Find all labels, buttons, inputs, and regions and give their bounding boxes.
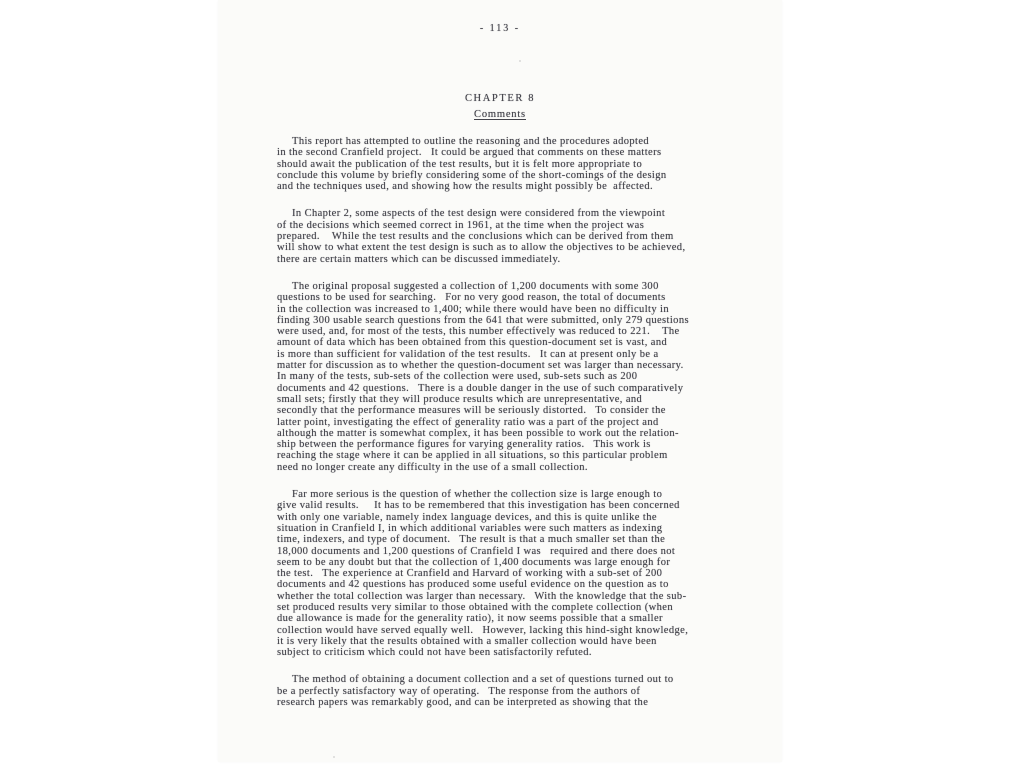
paragraph: [277, 208, 759, 264]
text-line: prepared. While the test results and the conclusions which can be derived from them: [277, 231, 674, 243]
text-line: and the techniques used, and showing how the results might possibly be affected.: [277, 181, 654, 193]
document-page: [218, 0, 782, 762]
text-line: In many of the tests, sub-sets of the collection were used, sub-sets such as 200: [277, 371, 638, 383]
text-line: should await the publication of the test results, but it is felt more appropriate to: [277, 158, 643, 170]
text-line: amount of data which has been obtained from this question-document set is vast, and: [277, 337, 668, 349]
paragraph: [277, 136, 759, 192]
text-line: The method of obtaining a document collection and a set of questions turned out to: [292, 674, 674, 686]
paragraph: [277, 674, 759, 708]
text-line: Far more serious is the question of whether the collection size is large enough to: [292, 489, 663, 501]
text-line: secondly that the performance measures will be seriously distorted. To consider the: [277, 405, 666, 417]
text-line: due allowance is made for the generality ratio), it now seems possible that a smaller: [277, 613, 663, 625]
text-line: were used, and, for most of the tests, this number effectively was reduced to 221. The: [277, 326, 680, 338]
text-line: matter for discussion as to whether the question-document set was larger than necessary.: [277, 360, 684, 372]
text-line: finding 300 usable search questions from the 641 that were submitted, only 279 questions: [277, 314, 689, 326]
text-line: it is very likely that the results obtained with a smaller collection would have been: [277, 635, 657, 647]
scan-speck: [519, 60, 521, 62]
text-line: questions to be used for searching. For no very good reason, the total of documents: [277, 292, 666, 304]
text-line: is more than sufficient for validation of the test results. It can at present only be a: [277, 348, 659, 360]
text-line: research papers was remarkably good, and can be interpreted as showing that the: [277, 697, 649, 709]
text-line: latter point, investigating the effect of generality ratio was a part of the project and: [277, 416, 659, 428]
paragraph: [277, 281, 759, 473]
text-line: subject to criticism which could not have been satisfactorily refuted.: [277, 647, 592, 659]
text-line: collection would have served equally well. However, lacking this hind-sight knowledge,: [277, 624, 689, 636]
text-line: give valid results. It has to be remembered that this investigation has been concerned: [277, 500, 680, 512]
text-line: small sets; firstly that they will produce results which are unrepresentative, and: [277, 393, 643, 405]
scan-speck: [333, 756, 335, 758]
text-line: In Chapter 2, some aspects of the test design were considered from the viewpoint: [292, 208, 666, 220]
text-line: in the collection was increased to 1,400; while there would have been no difficulty in: [277, 303, 669, 315]
text-line: seem to be any doubt but that the collection of 1,400 documents was large enough for: [277, 556, 671, 568]
chapter-heading: CHAPTER 8: [464, 93, 536, 104]
text-line: time, indexers, and type of document. The result is that a much smaller set than the: [277, 534, 666, 546]
text-line: set produced results very similar to those obtained with the complete collection (when: [277, 601, 673, 613]
text-line: The original proposal suggested a collection of 1,200 documents with some 300: [292, 280, 659, 292]
text-line: 18,000 documents and 1,200 questions of Cranfield I was required and there does not: [277, 545, 676, 557]
page-number: - 113 -: [479, 23, 521, 34]
text-line: of the decisions which seemed correct in 1961, at the time when the project was: [277, 219, 645, 231]
text-line: the test. The experience at Cranfield and Harvard of working with a sub-set of 200: [277, 568, 663, 580]
text-line: conclude this volume by briefly considering some of the short-comings of the design: [277, 169, 667, 181]
text-line: be a perfectly satisfactory way of operating. The response from the authors of: [277, 685, 641, 697]
text-line: need no longer create any difficulty in the use of a small collection.: [277, 461, 588, 473]
text-line: whether the total collection was larger than necessary. With the knowledge that the sub-: [277, 590, 687, 602]
text-line: documents and 42 questions. There is a double danger in the use of such comparatively: [277, 382, 684, 394]
text-line: will show to what extent the test design is such as to allow the objectives to be achieved,: [277, 242, 686, 254]
text-line: This report has attempted to outline the reasoning and the procedures adopted: [292, 136, 650, 147]
text-line: although the matter is somewhat complex, it has been possible to work out the relation-: [277, 427, 679, 439]
document-body: [277, 136, 759, 724]
text-line: ship between the performance figures for varying generality ratios. This work is: [277, 439, 651, 451]
text-line: reaching the stage where it can be applied in all situations, so this particular problem: [277, 450, 668, 462]
section-heading: Comments: [474, 109, 526, 120]
text-line: documents and 42 questions has produced some useful evidence on the question as to: [277, 579, 669, 591]
paragraph: [277, 489, 759, 658]
text-line: there are certain matters which can be discussed immediately.: [277, 253, 561, 265]
text-line: in the second Cranfield project. It could be argued that comments on these matters: [277, 147, 662, 159]
text-line: with only one variable, namely index language devices, and this is quite unlike the: [277, 511, 657, 523]
text-line: situation in Cranfield I, in which additional variables were such matters as indexing: [277, 522, 663, 534]
